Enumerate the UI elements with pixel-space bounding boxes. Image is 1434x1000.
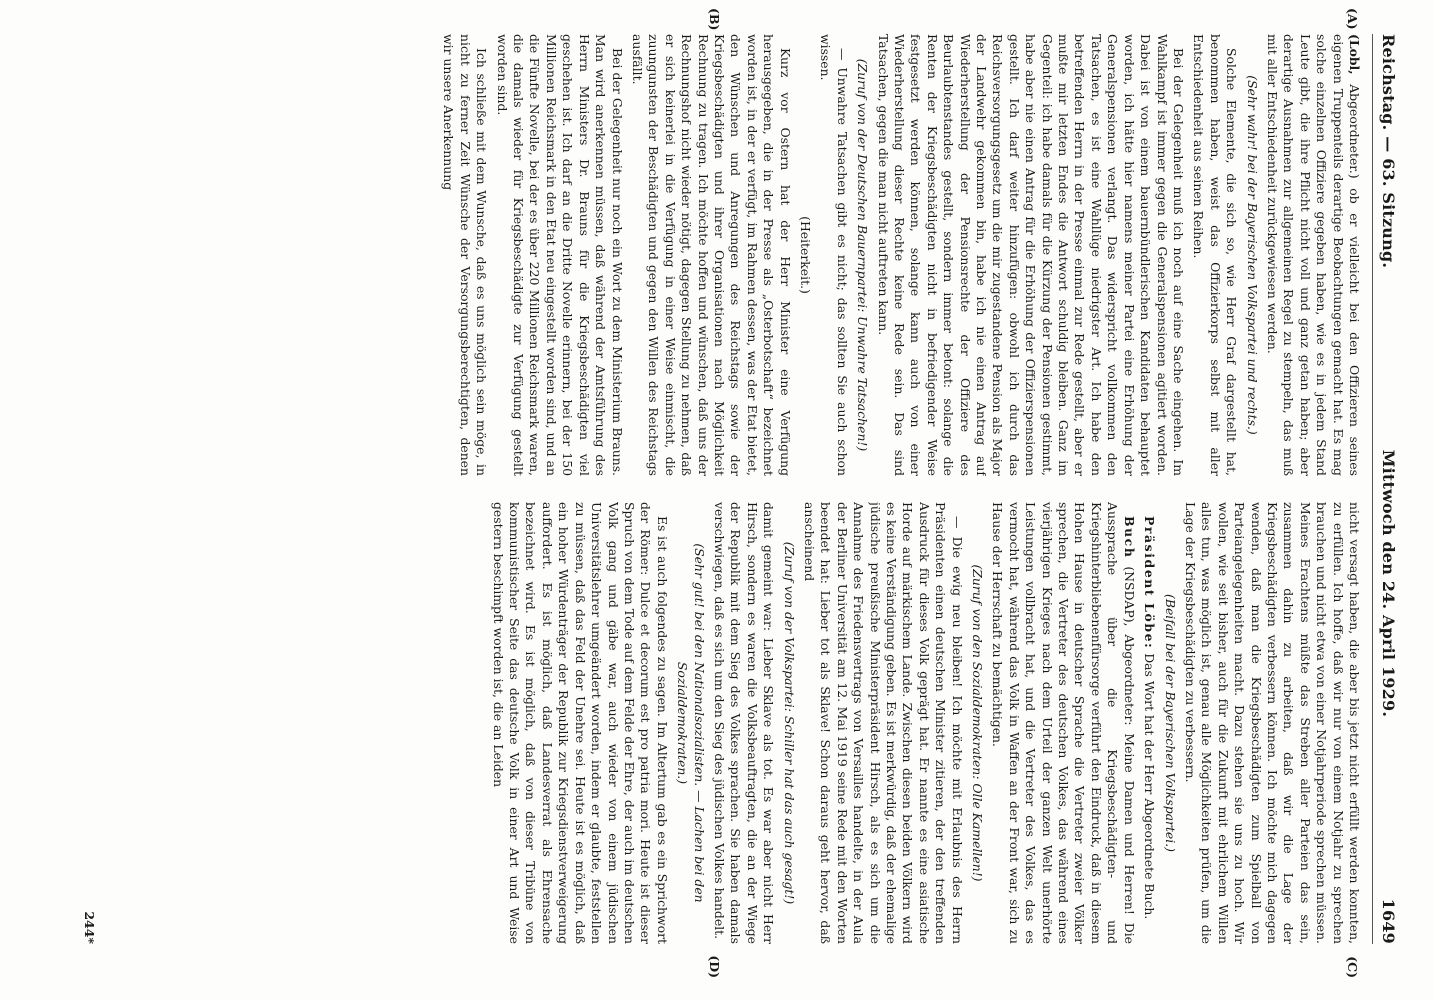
text-columns (82, 8, 1362, 978)
interjection: (Zuruf von der Volkspartei: Schiller hat das auch gesagt!) (781, 541, 797, 905)
paragraph-text: (NSDAP), Abgeordneter: Meine Damen und Herren! Die Aussprache über die Kriegsbeschädigten- und Kriegshinterbliebenenfürsorge verführt den Eindruck, daß in diesem Hohen Hause in deutscher Sprache die Vertreter zweier Völker sprechen, die Vertreter des deutschen Volkes, das während eines vierjährigen Krieges nach dem Urteil der ganzen Welt unerhörte Leistungen vollbracht hat, und die Vertreter des Volkes, das es vermocht hat, während das Volk in Waffen an der Front war, sich zu Hause der Herrschaft zu bemächtigen. (990, 502, 1137, 944)
margin-marker-c: (C) (1345, 956, 1360, 978)
interjection: (Sehr gut! bei den Nationalsozialisten. — Lachen bei den Sozialdemokraten.) (675, 543, 707, 903)
paragraph (1141, 502, 1157, 944)
margin-marker-a: (A) (1345, 8, 1360, 30)
margin-marker-b: (B) (707, 8, 722, 31)
interjection: (Zuruf von den Sozialdemokraten: Olle Kamellen!) (970, 564, 986, 882)
paragraph (1264, 34, 1362, 476)
paragraph: — Die ewig neu bleiben! Ich möchte mit Erlaubnis des Herrn Präsidenten einen deutschen Minister zitieren, der den treffenden Ausdruck für dieses Volk geprägt hat. Er nannte es eine asiatische Horde auf märkischem Lande. Zwischen diesen beiden Völkern wird es keine Verständigung geben. Es ist merkwürdig, daß der ehemalige jüdische preußische Ministerpräsident Hirsch, als es sich um die Annahme des Friedensvertrags von Versailles handelte, in der Aula der Berliner Universität am 12. Mai 1919 seine Rede mit den Worten beendet hat: Lieber tot als Sklave! Schon daraus geht hervor, daß anscheinend (802, 502, 965, 944)
interjection: (Zuruf von der Deutschen Bauernpartei: Unwahre Tatsachen!) (855, 58, 871, 452)
paragraph: Kurz vor Ostern hat der Herr Minister eine Verfügung herausgegeben, die in der Presse als „Osterbotschaft“ bezeichnet worden ist, in der er verfügt, im Rahmen dessen, was der Etat bietet, den Wünschen und Anregungen des Reichstags sowie der Kriegsbeschädigten und ihrer Organisationen nach Möglichkeit Rechnung zu tragen. Ich möchte hoffen und wünschen, daß uns der Rechnungshof nicht wieder nötigt, dagegen Stellung zu nehmen, daß er sich keinerlei in die Verfügung in einer Weise einmischt, die zuungunsten der Beschädigten und gegen den Willen des Reichstags ausfällt. (629, 34, 793, 476)
paragraph: Bei der Gelegenheit nur noch ein Wort zu dem Ministerium Brauns. Man wird anerkennen müssen, daß während der Amtsführung des Herrn Ministers Dr. Brauns für die Kriegsbeschädigten viel geschehen ist. Ich darf an die Dritte Novelle erinnern, bei der 150 Millionen Reichsmark in den Etat neu eingestellt worden sind, und an die Fünfte Novelle, bei der es über 220 Millionen Reichsmark waren, die damals wieder für Kriegsbeschädigte zur Verfügung gestellt worden sind. (494, 34, 625, 476)
page-header (1372, 34, 1398, 944)
interjection: (Heiterkeit.) (798, 216, 813, 294)
margin-marker-d: (D) (707, 955, 722, 978)
paragraph: Bei der Gelegenheit muß ich noch auf eine Sache eingehen. Im Wahlkampf ist immer gegen die Generalspensionen agitiert worden. Dabei ist von einem bauernbündlerischen Kandidaten behauptet worden, ich hätte hier namens meiner Partei eine Erhöhung der Generalspensionen verlangt. Das widerspricht vollkommen den Tatsachen, es ist eine Wahllüge niedrigster Art. Ich habe den betreffenden Herrn in der Presse einmal zur Rede gestellt, aber er mußte mir letzten Endes die Antwort schuldig bleiben. Ganz im Gegenteil: ich habe damals für die Kürzung der Pensionen gestimmt, habe aber nie einen Antrag für die Erhöhung der Offizierspensionen gestellt. Ich darf weiter hinzufügen: obwohl ich durch das Reichsversorgungsgesetz um die mir zugestandene Pension als Major der Landwehr gekommen bin, habe ich nie einen Antrag auf Wiederherstellung der Pensionsrechte der Offiziere des Beurlaubtenstandes gestellt, sondern immer betont: solange die Renten der Kriegsbeschädigten nicht in befriedigender Weise festgesetzt werden können, solange kann auch von einer Wiederherstellung dieser Rechte keine Rede sein. Das sind Tatsachen, gegen die man nicht auftreten kann. (875, 34, 1186, 476)
page-number: 1649 (1379, 898, 1398, 944)
paragraph: damit gemeint war: Lieber Sklave als tot. Es war aber nicht Herr Hirsch, sondern es waren die Volksbeauftragten, die an der Wiege der Republik mit dem Sieg des Volkes sprachen. Sie haben damals verschwiegen, daß es sich um den Sieg des jüdischen Volkes handelt. (711, 502, 777, 944)
paragraph-text: ob er vielleicht bei den Offizieren seines eigenen Truppenteils derartige Beobachtungen gemacht hat. Es mag solche einzelnen Offiziere gegeben haben, wie es in jedem Stand Leute gibt, die ihre Pflicht nicht voll und ganz getan haben; aber derartige Ausnahmen zur allgemeinen Regel zu stempeln, das muß mit aller Entschiedenheit zurückgewiesen werden. (1264, 34, 1362, 476)
speaker-name: Buch (1121, 516, 1137, 559)
speaker-name: (Lobl, (1347, 34, 1362, 75)
interjection: (Sehr wahr! bei der Bayerischen Volkspartei und rechts.) (1244, 75, 1260, 435)
left-column (82, 34, 1362, 476)
paragraph-text: Das Wort hat der Herr Abgeordnete Buch. (1142, 653, 1158, 920)
paragraph: Ich schließe mit dem Wunsche, daß es uns möglich sein möge, in nicht zu ferner Zeit Wünsche der Versorgungsberechtigten, denen wir unsere Anerkennung (441, 34, 490, 476)
paragraph: — Unwahre Tatsachen gibt es nicht; das sollten Sie auch schon wissen. (818, 34, 850, 476)
paragraph (989, 502, 1137, 944)
interjection: (Beifall bei der Bayerischen Volkspartei.) (1162, 594, 1178, 852)
speaker-name: Präsident Löbe: (1142, 516, 1158, 650)
paragraph: nicht versagt haben, die aber bis jetzt nicht erfüllt werden konnten, zu erfüllen. Ich hoffe, daß wir nur von einem Notjahr zu sprechen brauchen und nicht etwa von einer Notjahrperiode sprechen müssen. Meines Erachtens müßte das Streben aller Parteien das sein, zusammen dahin zu arbeiten, daß wir die Lage der Kriegsbeschädigten verbessern können. Ich möchte mich dagegen wenden, daß man die Kriegsbeschädigten zum Spielball von Parteiangelegenheiten macht. Dazu stehen sie uns zu hoch. Wir wollen, wie seit bisher, auch für die Zukunft mit ehrlichem Willen alles tun, was möglich ist, genau alle Möglichkeiten prüfen, um die Lage der Kriegsbeschädigten zu verbessern. (1182, 502, 1362, 944)
speaker-role: Abgeordneter.) (1347, 84, 1362, 179)
signature-mark: 244* (82, 911, 97, 944)
header-session: Reichstag. — 63. Sitzung. (1379, 34, 1398, 269)
header-date: Mittwoch den 24. April 1929. (1379, 449, 1398, 718)
paragraph: Solche Elemente, die sich so, wie Herr Graf dargestellt hat, benommen haben, weist das Offizierkorps selbst mit aller Entschiedenheit aus seinen Reihen. (1191, 34, 1240, 476)
paragraph: Es ist auch folgendes zu sagen. Im Altertum gab es ein Sprichwort der Römer: Dulce et decorum est pro patria mori. Heute ist dieser Spruch von dem Tode auf dem Felde der Ehre, der auch im deutschen Volk gang und gäbe war, auch wieder von einem jüdischen Universitätslehrer umgeändert worden, indem er glaubte, feststellen zu müssen, daß das Feld der Unehre sei. Heute ist es möglich, daß ein hoher Würdenträger der Republik zur Kriegsdienstverweigerung auffordert. Es ist möglich, daß Landesverrat als Ehrensache bezeichnet wird. Es ist möglich, daß von dieser Tribüne von kommunistischer Seite das deutsche Volk in einer Art und Weise gestern beschimpft worden ist, die an Leiden (490, 502, 670, 944)
right-column (82, 502, 1362, 944)
